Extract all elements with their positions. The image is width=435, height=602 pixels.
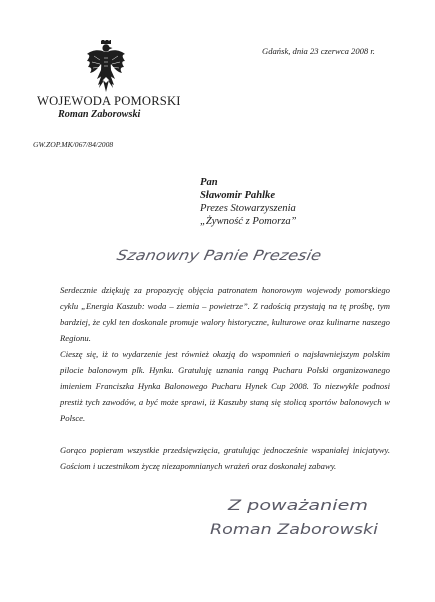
greeting-text: Szanowny Panie Prezesie [115, 248, 296, 264]
recipient-title: Pan [200, 177, 218, 188]
recipient-organization: „Żywność z Pomorza” [200, 216, 297, 227]
reference-number: GW.ZOP.MK/067/84/2008 [33, 140, 114, 149]
handwritten-signature: Roman Zaborowski [210, 522, 379, 538]
body-paragraph-3: Gorąco popieram wszystkie przedsięwzięcia, gratulując jednocześnie wspaniałej inicjatywy. Gościom i uczestnikom życzę niezapomnianych wrażeń oraz doskonałej zabawy. [60, 445, 390, 472]
handwritten-signature-block [206, 488, 381, 548]
body-paragraph-2: Cieszę się, iż to wydarzenie jest również okazją do wspomnień o najsławniejszym polskim pilocie balonowym plk. Hynku. Gratuluję uznania rangą Pucharu Polski organizowanego imieniem Franciszka Hynka Balonowego Pucharu Hynek Cup 2008. To niezwykle podnosi prestiż tych zawodów, a być może sprawi, iż Kaszuby staną się stolicą sportów balonowych w Polsce. [60, 349, 390, 424]
body-paragraph-1: Serdecznie dziękuję za propozycję objęcia patronatem honorowym wojewody pomorskiego cyklu „Energia Kaszub: woda – ziemia – powietrze”. Z radością przystają na tę prośbę, tym bardziej, że cykl ten doskonale promuje walory historyczne, kulturowe oraz kulinarne naszego Regionu. [60, 285, 390, 344]
recipient-position: Prezes Stowarzyszenia [200, 203, 296, 214]
recipient-name: Sławomir Pahlke [200, 190, 276, 201]
handwritten-greeting [114, 242, 324, 270]
closing-regards: Z poważaniem [226, 498, 368, 514]
office-title: WOJEWODA POMORSKI [37, 94, 181, 108]
official-name: Roman Zaborowski [58, 109, 141, 120]
polish-eagle-emblem-icon [86, 40, 126, 94]
date-line: Gdańsk, dnia 23 czerwca 2008 r. [262, 46, 375, 56]
